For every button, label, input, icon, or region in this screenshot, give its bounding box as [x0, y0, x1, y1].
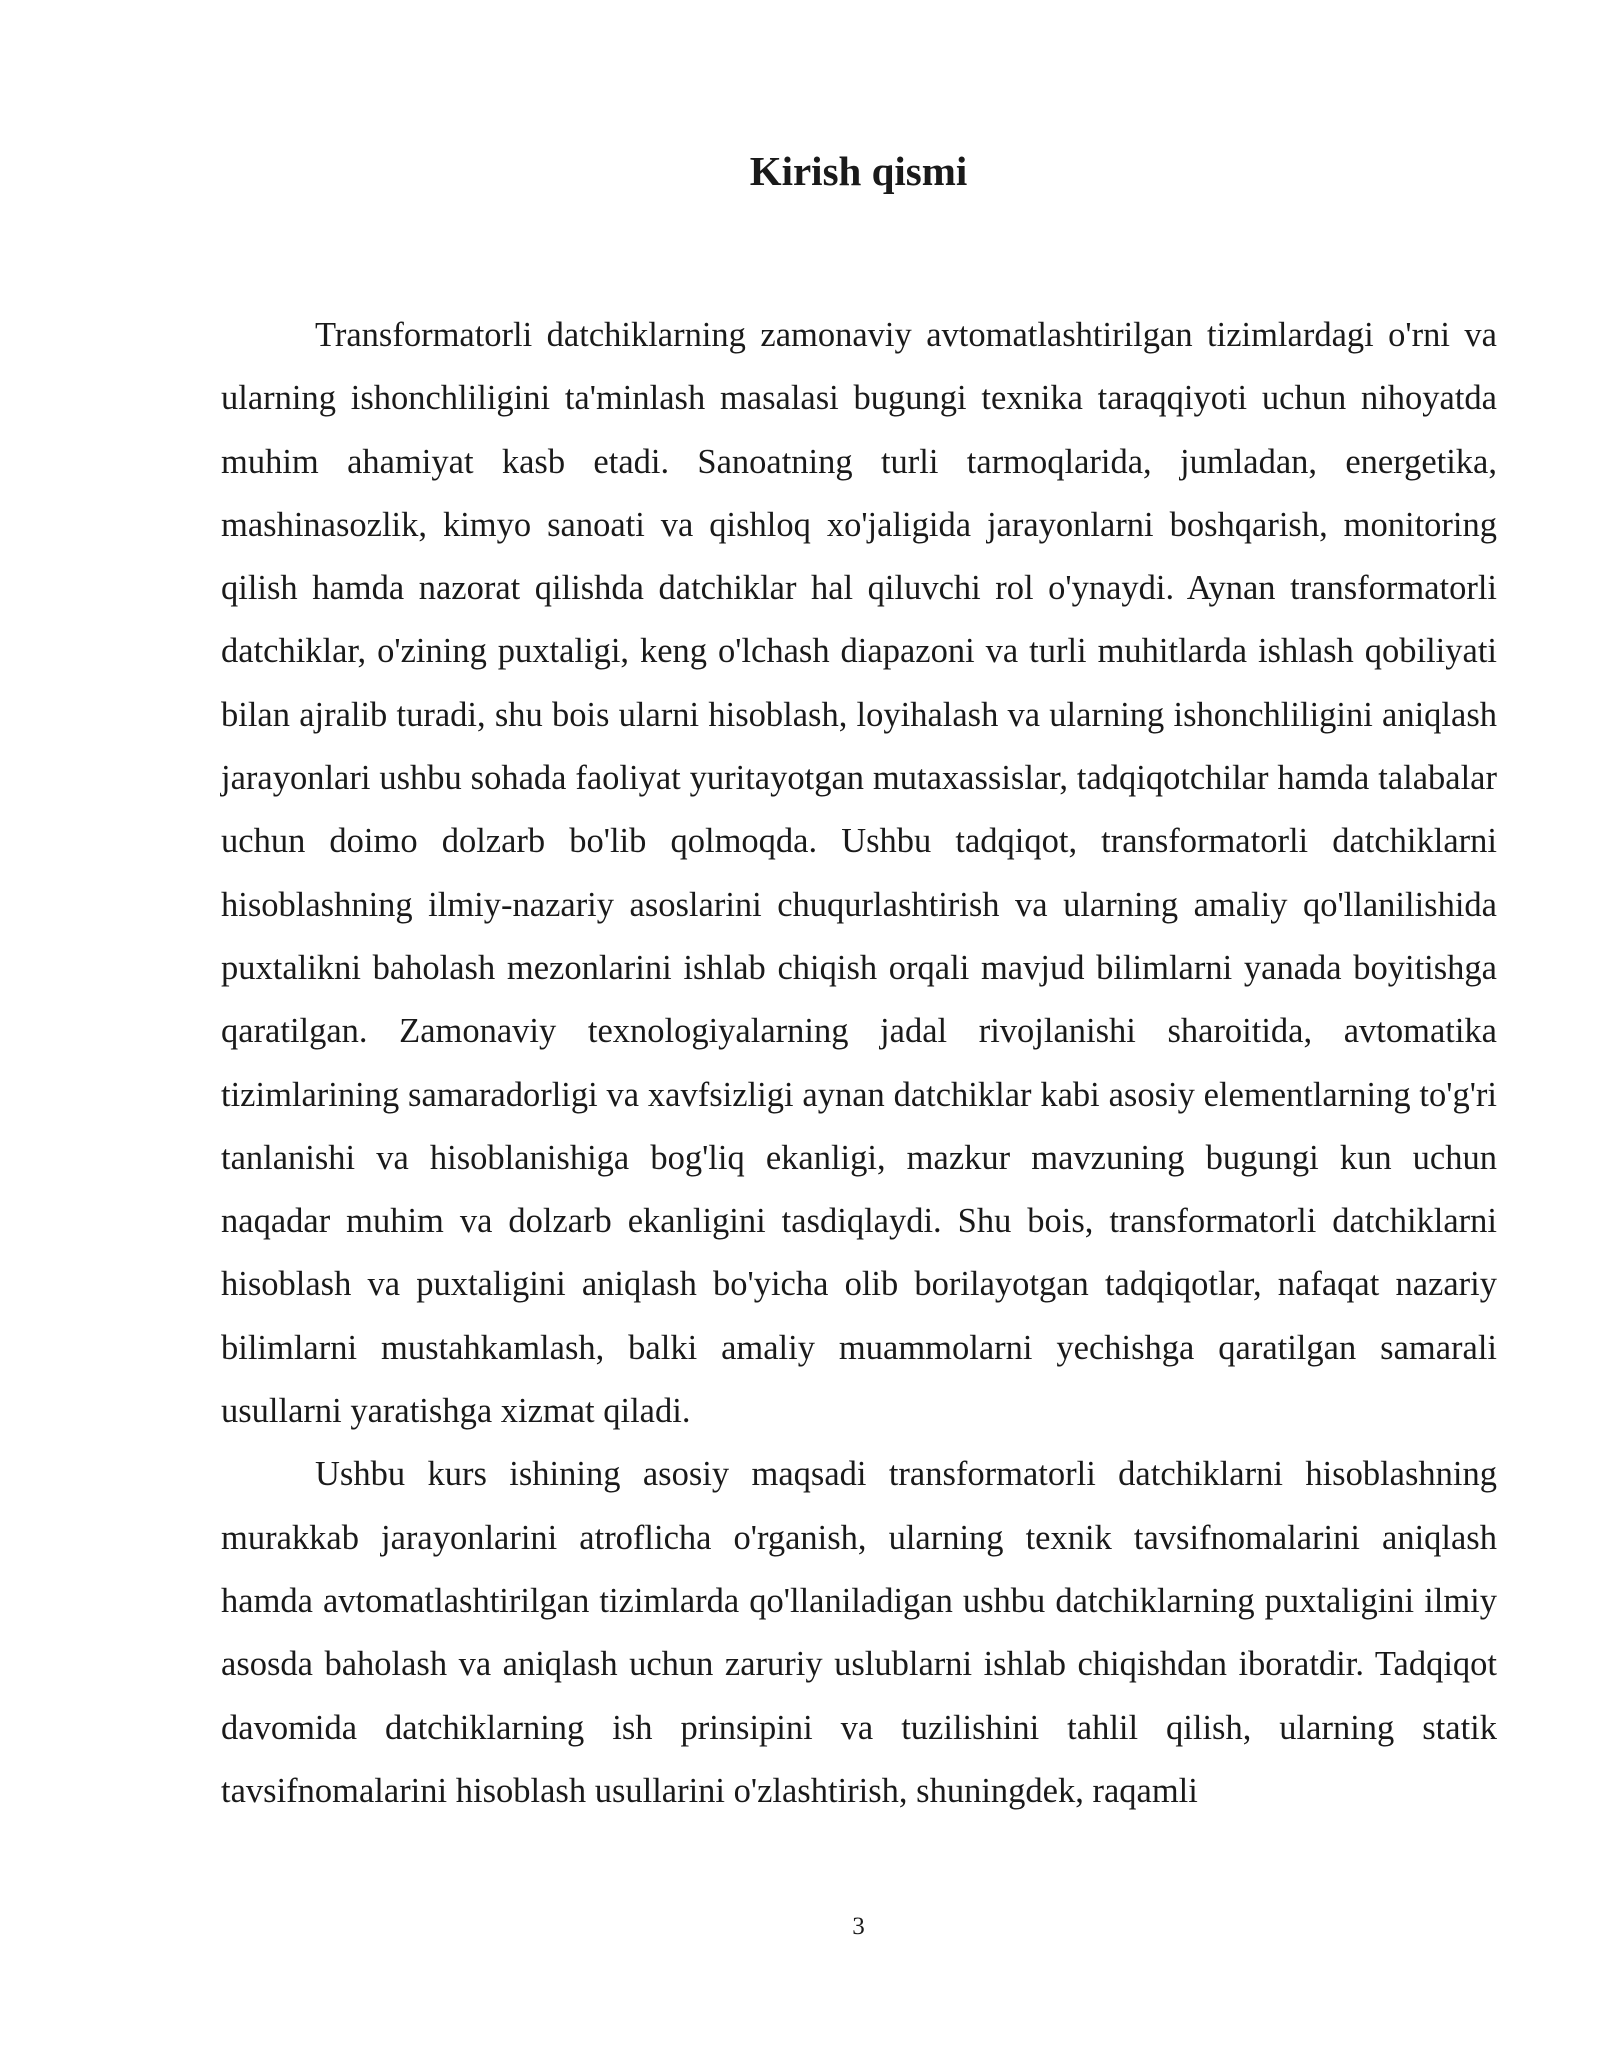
paragraph-2: Ushbu kurs ishining asosiy maqsadi transformatorli datchiklarni hisoblashning murakkab jarayonlarini atroflicha o'rganish, ularning texnik tavsifnomalarini aniqlash hamda avtomatlashtirilgan tizimlarda qo'llaniladigan ushbu datchiklarning puxtaligini ilmiy asosda baholash va aniqlash uchun zaruriy uslublarni ishlab chiqishdan iboratdir. Tadqiqot davomida datchiklarning ish prinsipini va tuzilishini tahlil qilish, ularning statik tavsifnomalarini hisoblash usullarini o'zlashtirish, shuningdek, raqamli — [221, 1455, 1497, 1810]
page-number: 3 — [852, 1913, 865, 1940]
body-text — [221, 304, 1497, 1823]
page-title: Kirish qismi — [749, 148, 968, 194]
paragraph-1: Transformatorli datchiklarning zamonaviy avtomatlashtirilgan tizimlardagi o'rni va ularning ishonchliligini ta'minlash masalasi bugungi texnika taraqqiyoti uchun nihoyatda muhim ahamiyat kasb etadi. Sanoatning turli tarmoqlarida, jumladan, energetika, mashinasozlik, kimyo sanoati va qishloq xo'jaligida jarayonlarni boshqarish, monitoring qilish hamda nazorat qilishda datchiklar hal qiluvchi rol o'ynaydi. Aynan transformatorli datchiklar, o'zining puxtaligi, keng o'lchash diapazoni va turli muhitlarda ishlash qobiliyati bilan ajralib turadi, shu bois ularni hisoblash, loyihalash va ularning ishonchliligini aniqlash jarayonlari ushbu sohada faoliyat yuritayotgan mutaxassislar, tadqiqotchilar hamda talabalar uchun doimo dolzarb bo'lib qolmoqda. Ushbu tadqiqot, transformatorli datchiklarni hisoblashning ilmiy-nazariy asoslarini chuqurlashtirish va ularning amaliy qo'llanilishida puxtalikni baholash mezonlarini ishlab chiqish orqali mavjud bilimlarni yanada boyitishga qaratilgan. Zamonaviy texnologiyalarning jadal rivojlanishi sharoitida, avtomatika tizimlarining samaradorligi va xavfsizligi aynan datchiklar kabi asosiy elementlarning to'g'ri tanlanishi va hisoblanishiga bog'liq ekanligi, mazkur mavzuning bugungi kun uchun naqadar muhim va dolzarb ekanligini tasdiqlaydi. Shu bois, transformatorli datchiklarni hisoblash va puxtaligini aniqlash bo'yicha olib borilayotgan tadqiqotlar, nafaqat nazariy bilimlarni mustahkamlash, balki amaliy muammolarni yechishga qaratilgan samarali usullarni yaratishga xizmat qiladi. — [221, 316, 1497, 1431]
title-container — [0, 146, 1600, 196]
